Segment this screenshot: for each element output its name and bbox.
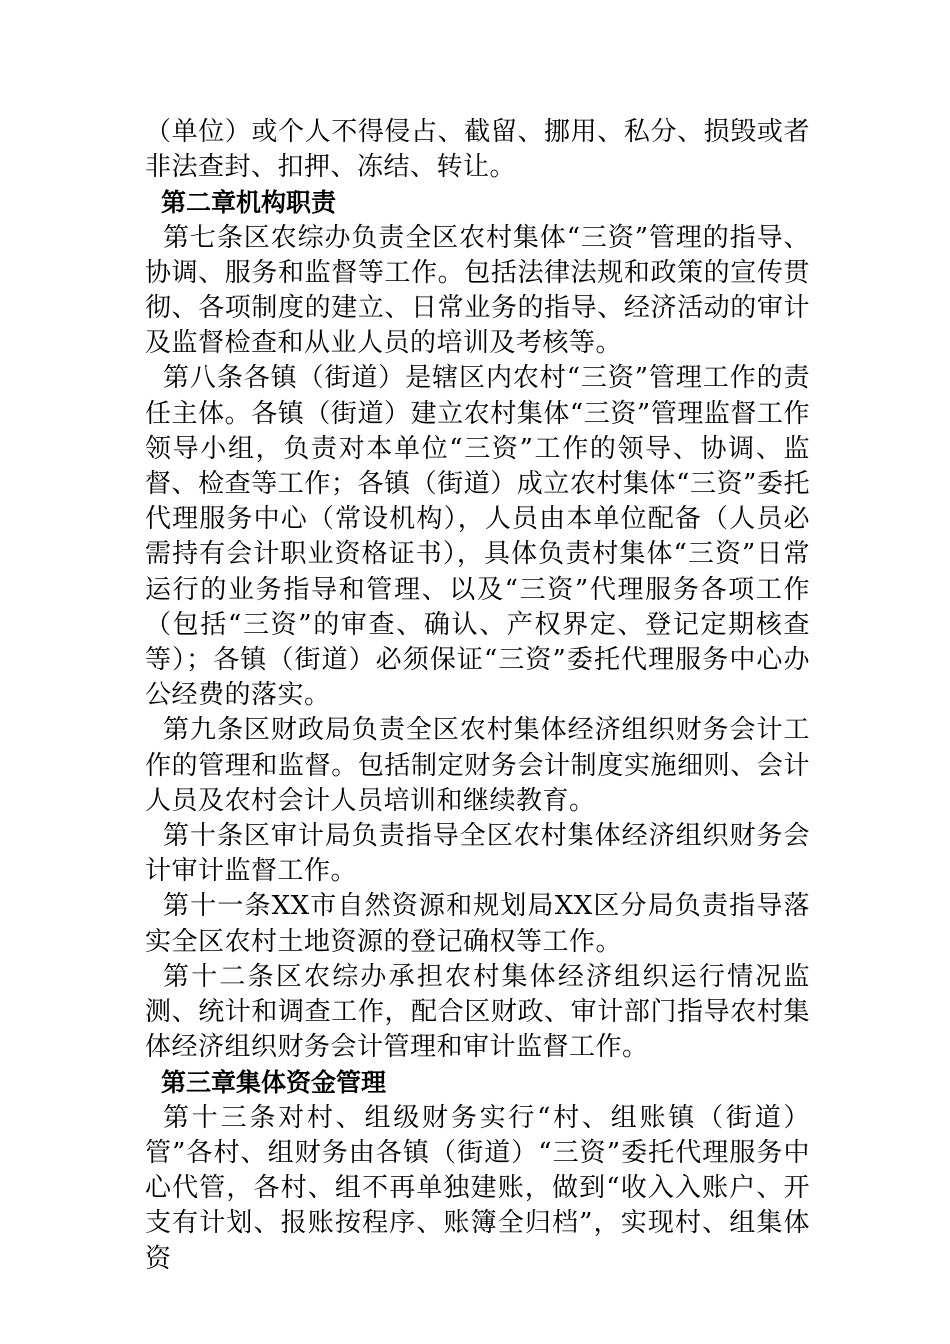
chapter-heading-2: 第二章机构职责: [161, 188, 337, 218]
paragraph-article-11: 第十一条XX市自然资源和规划局XX区分局负责指导落实全区农村土地资源的登记确权等工作。: [145, 891, 810, 957]
paragraph-article-13: 第十三条对村、组级财务实行“村、组账镇（街道）管”各村、组财务由各镇（街道）“三资”委托代理服务中心代管，各村、组不再单独建账，做到“收入入账户、开支有计划、报账按程序、账簿全归档”，实现村、组集体资: [145, 1102, 810, 1274]
paragraph-article-8: 第八条各镇（街道）是辖区内农村“三资”管理工作的责任主体。各镇（街道）建立农村集体“三资”管理监督工作领导小组，负责对本单位“三资”工作的领导、协调、监督、检查等工作；各镇（街道）成立农村集体“三资”委托代理服务中心（常设机构），人员由本单位配备（人员必需持有会计职业资格证书），具体负责村集体“三资”日常运行的业务指导和管理、以及“三资”代理服务各项工作（包括“三资”的审查、确认、产权界定、登记定期核查等）；各镇（街道）必须保证“三资”委托代理服务中心办公经费的落实。: [145, 363, 810, 711]
chapter-heading-3: 第三章集体资金管理: [161, 1068, 387, 1098]
document-page: [145, 115, 810, 1277]
paragraph-article-10: 第十条区审计局负责指导全区农村集体经济组织财务会计审计监督工作。: [145, 821, 810, 887]
paragraph-article-9: 第九条区财政局负责全区农村集体经济组织财务会计工作的管理和监督。包括制定财务会计制度实施细则、会计人员及农村会计人员培训和继续教育。: [145, 715, 810, 816]
paragraph-article-6-continued: （单位）或个人不得侵占、截留、挪用、私分、损毁或者非法查封、扣押、冻结、转让。: [145, 117, 810, 183]
paragraph-article-7: 第七条区农综办负责全区农村集体“三资”管理的指导、协调、服务和监督等工作。包括法律法规和政策的宣传贯彻、各项制度的建立、日常业务的指导、经济活动的审计及监督检查和从业人员的培训及考核等。: [145, 222, 810, 359]
paragraph-article-12: 第十二条区农综办承担农村集体经济组织运行情况监测、统计和调查工作，配合区财政、审计部门指导农村集体经济组织财务会计管理和审计监督工作。: [145, 961, 810, 1063]
